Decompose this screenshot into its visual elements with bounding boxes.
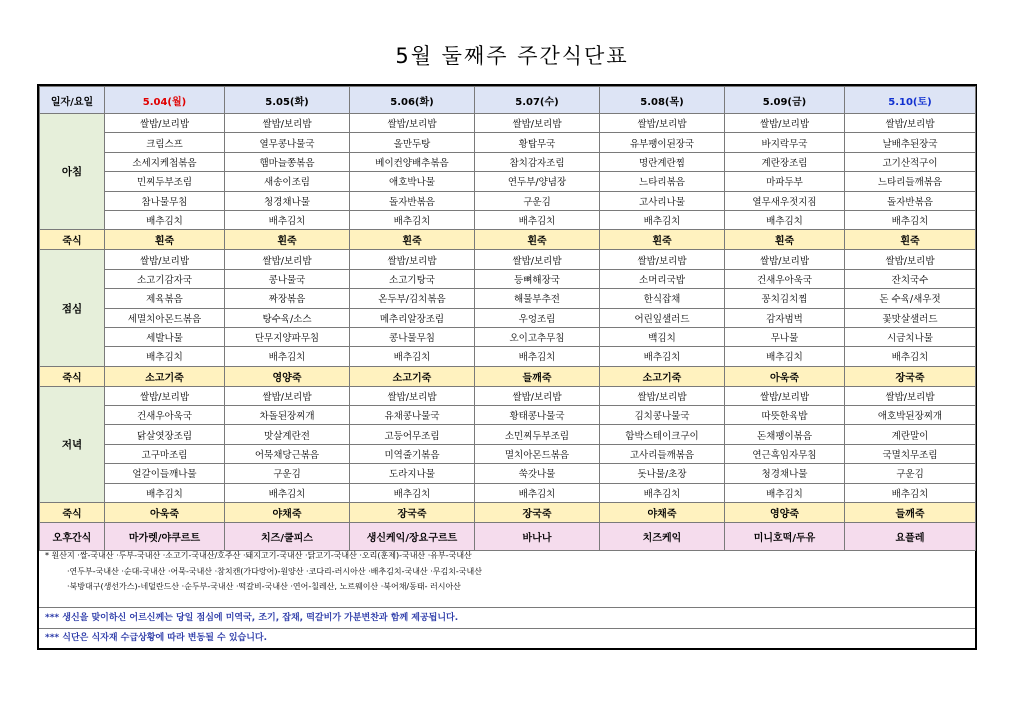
breakfast-row bbox=[40, 210, 976, 229]
lunch-row bbox=[40, 347, 976, 366]
menu-item: 유채콩나물국 bbox=[350, 406, 475, 425]
menu-item: 배추김치 bbox=[725, 483, 845, 502]
origin-note-line: ·연두부-국내산 ·순대-국내산 ·어묵-국내산 ·참치캔(가다랑어)-원양산 ·코다리-러시아산 ·배추김치-국내산 ·무김치-국내산 bbox=[67, 566, 482, 576]
porridge_am-item: 흰죽 bbox=[225, 230, 350, 250]
menu-item: 배추김치 bbox=[105, 210, 225, 229]
menu-item: 돌자반볶음 bbox=[845, 191, 976, 210]
porridge_pm-item: 장국죽 bbox=[475, 503, 600, 523]
dinner-row bbox=[40, 483, 976, 502]
menu-item: 느타리들깨볶음 bbox=[845, 172, 976, 191]
menu-item: 쌀밥/보리밥 bbox=[475, 114, 600, 133]
menu-item: 계란장조림 bbox=[725, 152, 845, 171]
menu-item: 고사리나물 bbox=[600, 191, 725, 210]
lunch-row bbox=[40, 308, 976, 327]
breakfast-row bbox=[40, 114, 976, 133]
porridge_am-row bbox=[40, 230, 976, 250]
menu-item: 도라지나물 bbox=[350, 464, 475, 483]
porridge_am-label: 죽식 bbox=[40, 230, 105, 250]
snack-item: 요플레 bbox=[845, 523, 976, 551]
menu-item: 배추김치 bbox=[725, 210, 845, 229]
menu-item: 쌀밥/보리밥 bbox=[225, 114, 350, 133]
porridge_noon-item: 들깨죽 bbox=[475, 366, 600, 386]
menu-item: 세발나물 bbox=[105, 327, 225, 346]
menu-item: 배추김치 bbox=[225, 483, 350, 502]
menu-item: 청경채나물 bbox=[725, 464, 845, 483]
menu-item: 구운김 bbox=[225, 464, 350, 483]
menu-item: 애호박된장찌개 bbox=[845, 406, 976, 425]
menu-item: 감자범벅 bbox=[725, 308, 845, 327]
menu-item: 올만두탕 bbox=[350, 133, 475, 152]
menu-item: 구운김 bbox=[475, 191, 600, 210]
weekly-menu-table bbox=[39, 86, 976, 551]
lunch-row bbox=[40, 250, 976, 269]
porridge_pm-item: 야채죽 bbox=[225, 503, 350, 523]
menu-item: 잔치국수 bbox=[845, 269, 976, 288]
porridge_noon-item: 소고기죽 bbox=[350, 366, 475, 386]
menu-item: 배추김치 bbox=[475, 483, 600, 502]
day-header: 5.10(토) bbox=[845, 87, 976, 114]
breakfast-row bbox=[40, 152, 976, 171]
menu-item: 건새우아욱국 bbox=[105, 406, 225, 425]
menu-item: 돌자반볶음 bbox=[350, 191, 475, 210]
snack-label: 오후간식 bbox=[40, 523, 105, 551]
menu-item: 계란말이 bbox=[845, 425, 976, 444]
menu-item: 베이컨양배추볶음 bbox=[350, 152, 475, 171]
menu-item: 쌀밥/보리밥 bbox=[350, 386, 475, 405]
porridge_pm-item: 아욱죽 bbox=[105, 503, 225, 523]
breakfast-row bbox=[40, 133, 976, 152]
menu-item: 세멸치아몬드볶음 bbox=[105, 308, 225, 327]
menu-item: 쌀밥/보리밥 bbox=[600, 250, 725, 269]
menu-item: 배추김치 bbox=[725, 347, 845, 366]
menu-item: 고구마조림 bbox=[105, 444, 225, 463]
menu-item: 탕수육/소스 bbox=[225, 308, 350, 327]
menu-item: 쌀밥/보리밥 bbox=[845, 114, 976, 133]
header-corner: 일자/요일 bbox=[40, 87, 105, 114]
menu-item: 돈채팽이볶음 bbox=[725, 425, 845, 444]
menu-item: 돈 수육/새우젓 bbox=[845, 289, 976, 308]
page-title: 5월 둘째주 주간식단표 bbox=[395, 44, 629, 68]
lunch-row bbox=[40, 327, 976, 346]
menu-item: 쑥갓나물 bbox=[475, 464, 600, 483]
menu-item: 국멸치무조림 bbox=[845, 444, 976, 463]
snack-item: 치즈/쿨피스 bbox=[225, 523, 350, 551]
menu-item: 배추김치 bbox=[225, 210, 350, 229]
menu-item: 백김치 bbox=[600, 327, 725, 346]
menu-item: 쌀밥/보리밥 bbox=[845, 250, 976, 269]
menu-item: 온두부/김치볶음 bbox=[350, 289, 475, 308]
day-header: 5.06(화) bbox=[350, 87, 475, 114]
dinner-row bbox=[40, 406, 976, 425]
menu-item: 쌀밥/보리밥 bbox=[105, 250, 225, 269]
menu-item: 어묵채당근볶음 bbox=[225, 444, 350, 463]
porridge_pm-row bbox=[40, 503, 976, 523]
meal-label: 점심 bbox=[40, 250, 105, 366]
menu-item: 명란계란찜 bbox=[600, 152, 725, 171]
porridge_pm-item: 영양죽 bbox=[725, 503, 845, 523]
porridge_am-item: 흰죽 bbox=[845, 230, 976, 250]
menu-item: 시금치나물 bbox=[845, 327, 976, 346]
porridge_noon-item: 장국죽 bbox=[845, 366, 976, 386]
lunch-row bbox=[40, 289, 976, 308]
origin-notes bbox=[39, 548, 975, 595]
porridge_noon-item: 아욱죽 bbox=[725, 366, 845, 386]
menu-item: 배추김치 bbox=[845, 210, 976, 229]
menu-item: 열무콩나물국 bbox=[225, 133, 350, 152]
menu-item: 배추김치 bbox=[600, 347, 725, 366]
snack-item: 미니호떡/두유 bbox=[725, 523, 845, 551]
menu-item: 열무새우젓지짐 bbox=[725, 191, 845, 210]
day-header: 5.04(월) bbox=[105, 87, 225, 114]
dinner-row bbox=[40, 386, 976, 405]
menu-item: 닭살엿장조림 bbox=[105, 425, 225, 444]
porridge_pm-item: 장국죽 bbox=[350, 503, 475, 523]
menu-item: 크림스프 bbox=[105, 133, 225, 152]
header-row bbox=[40, 87, 976, 114]
lunch-row bbox=[40, 269, 976, 288]
menu-item: 배추김치 bbox=[225, 347, 350, 366]
menu-item: 소고기감자국 bbox=[105, 269, 225, 288]
menu-item: 참치감자조림 bbox=[475, 152, 600, 171]
day-header: 5.07(수) bbox=[475, 87, 600, 114]
porridge_am-item: 흰죽 bbox=[105, 230, 225, 250]
menu-item: 민찌두부조림 bbox=[105, 172, 225, 191]
menu-item: 소세지케첩볶음 bbox=[105, 152, 225, 171]
porridge_pm-label: 죽식 bbox=[40, 503, 105, 523]
menu-item: 따뜻한육밥 bbox=[725, 406, 845, 425]
menu-item: 연근흑임자무침 bbox=[725, 444, 845, 463]
menu-item: 돗나물/초장 bbox=[600, 464, 725, 483]
menu-item: 청경채나물 bbox=[225, 191, 350, 210]
snack-item: 생신케익/장요구르트 bbox=[350, 523, 475, 551]
menu-item: 미역줄기볶음 bbox=[350, 444, 475, 463]
menu-item: 무나물 bbox=[725, 327, 845, 346]
menu-item: 애호박나물 bbox=[350, 172, 475, 191]
porridge_pm-item: 들깨죽 bbox=[845, 503, 976, 523]
menu-item: 고등어무조림 bbox=[350, 425, 475, 444]
menu-item: 고사리들깨볶음 bbox=[600, 444, 725, 463]
menu-item: 쌀밥/보리밥 bbox=[350, 250, 475, 269]
menu-item: 쌀밥/보리밥 bbox=[225, 250, 350, 269]
menu-item: 함박스테이크구이 bbox=[600, 425, 725, 444]
menu-item: 배추김치 bbox=[105, 347, 225, 366]
menu-item: 연두부/양념장 bbox=[475, 172, 600, 191]
menu-item: 쌀밥/보리밥 bbox=[725, 114, 845, 133]
menu-item: 유부팽이된장국 bbox=[600, 133, 725, 152]
menu-item: 배추김치 bbox=[600, 210, 725, 229]
menu-item: 어린잎샐러드 bbox=[600, 308, 725, 327]
menu-item: 한식잡채 bbox=[600, 289, 725, 308]
menu-item: 소머리국밥 bbox=[600, 269, 725, 288]
menu-item: 멸치아몬드볶음 bbox=[475, 444, 600, 463]
menu-item: 배추김치 bbox=[350, 347, 475, 366]
menu-item: 쌀밥/보리밥 bbox=[475, 386, 600, 405]
divider bbox=[39, 607, 975, 608]
menu-item: 배추김치 bbox=[105, 483, 225, 502]
change-note: *** 식단은 식자재 수급상황에 따라 변동될 수 있습니다. bbox=[45, 633, 268, 643]
menu-item: 우엉조림 bbox=[475, 308, 600, 327]
porridge_noon-label: 죽식 bbox=[40, 366, 105, 386]
meal-label: 아침 bbox=[40, 114, 105, 230]
menu-item: 쌀밥/보리밥 bbox=[600, 386, 725, 405]
origin-note-line: * 원산지 ·쌀-국내산 ·두부-국내산 ·소고기-국내산/호주산 ·돼지고기-국내산 ·닭고기-국내산 ·오리(훈제)-국내산 ·유부-국내산 bbox=[45, 551, 472, 560]
day-header: 5.08(목) bbox=[600, 87, 725, 114]
breakfast-row bbox=[40, 191, 976, 210]
menu-item: 배추김치 bbox=[350, 483, 475, 502]
menu-item: 소고기탕국 bbox=[350, 269, 475, 288]
menu-item: 배추김치 bbox=[845, 483, 976, 502]
menu-item: 배추김치 bbox=[475, 210, 600, 229]
menu-item: 짜장볶음 bbox=[225, 289, 350, 308]
breakfast-row bbox=[40, 172, 976, 191]
porridge_am-item: 흰죽 bbox=[725, 230, 845, 250]
menu-item: 맛살계란전 bbox=[225, 425, 350, 444]
porridge_noon-item: 소고기죽 bbox=[600, 366, 725, 386]
menu-item: 꽃맛살샐러드 bbox=[845, 308, 976, 327]
dinner-row bbox=[40, 464, 976, 483]
menu-item: 제육볶음 bbox=[105, 289, 225, 308]
birthday-note: *** 생신을 맞이하신 어르신께는 당일 점심에 미역국, 조기, 잡채, 떡갈비가 가분변찬과 함께 제공됩니다. bbox=[45, 613, 459, 623]
porridge_pm-item: 야채죽 bbox=[600, 503, 725, 523]
menu-item: 쌀밥/보리밥 bbox=[105, 386, 225, 405]
menu-item: 배추김치 bbox=[350, 210, 475, 229]
day-header: 5.05(화) bbox=[225, 87, 350, 114]
menu-item: 햄마늘쫑볶음 bbox=[225, 152, 350, 171]
menu-item: 느타리볶음 bbox=[600, 172, 725, 191]
dinner-row bbox=[40, 425, 976, 444]
menu-item: 건새우아욱국 bbox=[725, 269, 845, 288]
menu-item: 쌀밥/보리밥 bbox=[725, 250, 845, 269]
menu-item: 단무지양파무침 bbox=[225, 327, 350, 346]
menu-item: 메추리알장조림 bbox=[350, 308, 475, 327]
porridge_am-item: 흰죽 bbox=[350, 230, 475, 250]
snack-item: 치즈케익 bbox=[600, 523, 725, 551]
menu-item: 콩나물국 bbox=[225, 269, 350, 288]
menu-item: 콩나물무침 bbox=[350, 327, 475, 346]
menu-item: 쌀밥/보리밥 bbox=[725, 386, 845, 405]
day-header: 5.09(금) bbox=[725, 87, 845, 114]
menu-item: 꽁치김치찜 bbox=[725, 289, 845, 308]
menu-item: 해물부추전 bbox=[475, 289, 600, 308]
menu-item: 쌀밥/보리밥 bbox=[600, 114, 725, 133]
menu-item: 배추김치 bbox=[600, 483, 725, 502]
menu-item: 쌀밥/보리밥 bbox=[225, 386, 350, 405]
porridge_am-item: 흰죽 bbox=[475, 230, 600, 250]
menu-item: 바지락무국 bbox=[725, 133, 845, 152]
menu-item: 쌀밥/보리밥 bbox=[350, 114, 475, 133]
menu-item: 김치콩나물국 bbox=[600, 406, 725, 425]
menu-item: 쌀밥/보리밥 bbox=[105, 114, 225, 133]
menu-item: 배추김치 bbox=[845, 347, 976, 366]
menu-item: 오이고추무침 bbox=[475, 327, 600, 346]
snack-item: 마가렛/야쿠르트 bbox=[105, 523, 225, 551]
menu-item: 황탑무국 bbox=[475, 133, 600, 152]
menu-item: 차돌된장찌개 bbox=[225, 406, 350, 425]
menu-item: 배추김치 bbox=[475, 347, 600, 366]
meal-label: 저녁 bbox=[40, 386, 105, 502]
menu-item: 구운김 bbox=[845, 464, 976, 483]
menu-item: 등뼈해장국 bbox=[475, 269, 600, 288]
menu-item: 마파두부 bbox=[725, 172, 845, 191]
menu-item: 새송이조림 bbox=[225, 172, 350, 191]
menu-item: 날배추된장국 bbox=[845, 133, 976, 152]
snack-row bbox=[40, 523, 976, 551]
menu-item: 황태콩나물국 bbox=[475, 406, 600, 425]
porridge_noon-row bbox=[40, 366, 976, 386]
menu-item: 소민찌두부조림 bbox=[475, 425, 600, 444]
menu-item: 쌀밥/보리밥 bbox=[845, 386, 976, 405]
porridge_am-item: 흰죽 bbox=[600, 230, 725, 250]
menu-item: 쌀밥/보리밥 bbox=[475, 250, 600, 269]
origin-note-line: ·북방대구(생선가스)-네덜란드산 ·순두부-국내산 ·떡갈비-국내산 ·연어-칠레산, 노르웨이산 ·북어채/동태- 러시아산 bbox=[67, 582, 461, 591]
dinner-row bbox=[40, 444, 976, 463]
porridge_noon-item: 소고기죽 bbox=[105, 366, 225, 386]
menu-item: 참나물무침 bbox=[105, 191, 225, 210]
porridge_noon-item: 영양죽 bbox=[225, 366, 350, 386]
snack-item: 바나나 bbox=[475, 523, 600, 551]
menu-item: 얼갈이들깨나물 bbox=[105, 464, 225, 483]
menu-item: 고기산적구이 bbox=[845, 152, 976, 171]
